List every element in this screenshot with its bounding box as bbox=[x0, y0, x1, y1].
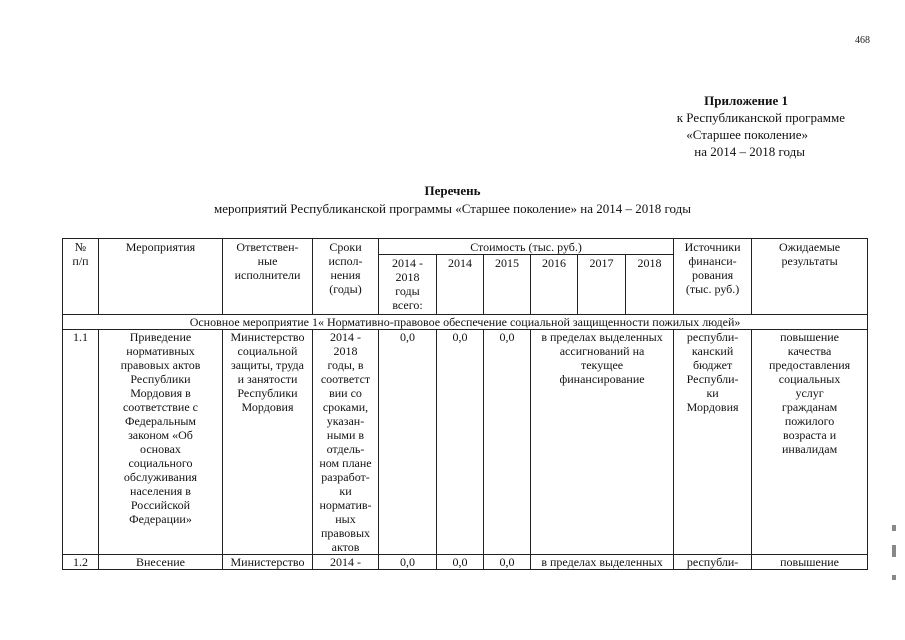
row-measure: Приведение нормативных правовых актов Республики Мордовия в соответствие с Федеральным законом «Об основах социального обслуживания населения в Российской Федерации» bbox=[99, 330, 223, 555]
appendix-line-years: на 2014 – 2018 годы bbox=[694, 144, 805, 159]
row-num: 1.2 bbox=[63, 555, 99, 570]
scan-edge-mark bbox=[892, 575, 896, 580]
appendix-title: Приложение 1 bbox=[704, 93, 788, 108]
row-2015: 0,0 bbox=[484, 555, 531, 570]
row-2016-2018: в пределах выделенных ассигнований на текущее финансирование bbox=[531, 330, 674, 555]
section-title: Основное мероприятие 1« Нормативно-правовое обеспечение социальной защищенности пожилых людей» bbox=[63, 315, 868, 330]
header-sources: Источники финанси- рования (тыс. руб.) bbox=[674, 239, 752, 315]
table-header-row bbox=[63, 239, 868, 255]
document-heading bbox=[0, 182, 905, 218]
row-responsible: Министерство социальной защиты, труда и занятости Республики Мордовия bbox=[223, 330, 313, 555]
scan-edge-mark bbox=[892, 545, 896, 557]
measures-table bbox=[62, 238, 868, 570]
header-num: № п/п bbox=[63, 239, 99, 315]
header-results: Ожидаемые результаты bbox=[752, 239, 868, 315]
row-source: республи- канский бюджет Республи- ки Мордовия bbox=[674, 330, 752, 555]
header-year-2015: 2015 bbox=[484, 255, 531, 315]
header-year-2018: 2018 bbox=[626, 255, 674, 315]
row-total: 0,0 bbox=[379, 555, 437, 570]
row-total: 0,0 bbox=[379, 330, 437, 555]
row-2014: 0,0 bbox=[437, 555, 484, 570]
row-measure: Внесение bbox=[99, 555, 223, 570]
table-row bbox=[63, 330, 868, 555]
row-source: республи- bbox=[674, 555, 752, 570]
scan-edge-mark bbox=[892, 525, 896, 531]
row-num: 1.1 bbox=[63, 330, 99, 555]
row-responsible: Министерство bbox=[223, 555, 313, 570]
row-2014: 0,0 bbox=[437, 330, 484, 555]
row-terms: 2014 - bbox=[313, 555, 379, 570]
row-result: повышение bbox=[752, 555, 868, 570]
header-cost-total: 2014 - 2018 годы всего: bbox=[379, 255, 437, 315]
heading-subtitle: мероприятий Республиканской программы «Старшее поколение» на 2014 – 2018 годы bbox=[214, 201, 691, 216]
page-number: 468 bbox=[855, 35, 870, 46]
heading-title: Перечень bbox=[424, 183, 481, 198]
appendix-block bbox=[560, 92, 845, 160]
appendix-line-name: «Старшее поколение» bbox=[686, 127, 808, 142]
header-terms: Сроки испол- нения (годы) bbox=[313, 239, 379, 315]
row-2015: 0,0 bbox=[484, 330, 531, 555]
row-result: повышение качества предоставления социальных услуг гражданам пожилого возраста и инвалидам bbox=[752, 330, 868, 555]
header-year-2016: 2016 bbox=[531, 255, 578, 315]
row-2016-2018: в пределах выделенных bbox=[531, 555, 674, 570]
header-cost-group: Стоимость (тыс. руб.) bbox=[379, 239, 674, 255]
header-year-2014: 2014 bbox=[437, 255, 484, 315]
row-terms: 2014 - 2018 годы, в соответст вии со сроками, указан- ными в отдель- ном плане разработ- ки норматив- ных правовых актов bbox=[313, 330, 379, 555]
table-row bbox=[63, 555, 868, 570]
header-measures: Мероприятия bbox=[99, 239, 223, 315]
appendix-line-program: к Республиканской программе bbox=[676, 110, 845, 125]
section-row bbox=[63, 315, 868, 330]
header-year-2017: 2017 bbox=[578, 255, 626, 315]
header-responsible: Ответствен- ные исполнители bbox=[223, 239, 313, 315]
